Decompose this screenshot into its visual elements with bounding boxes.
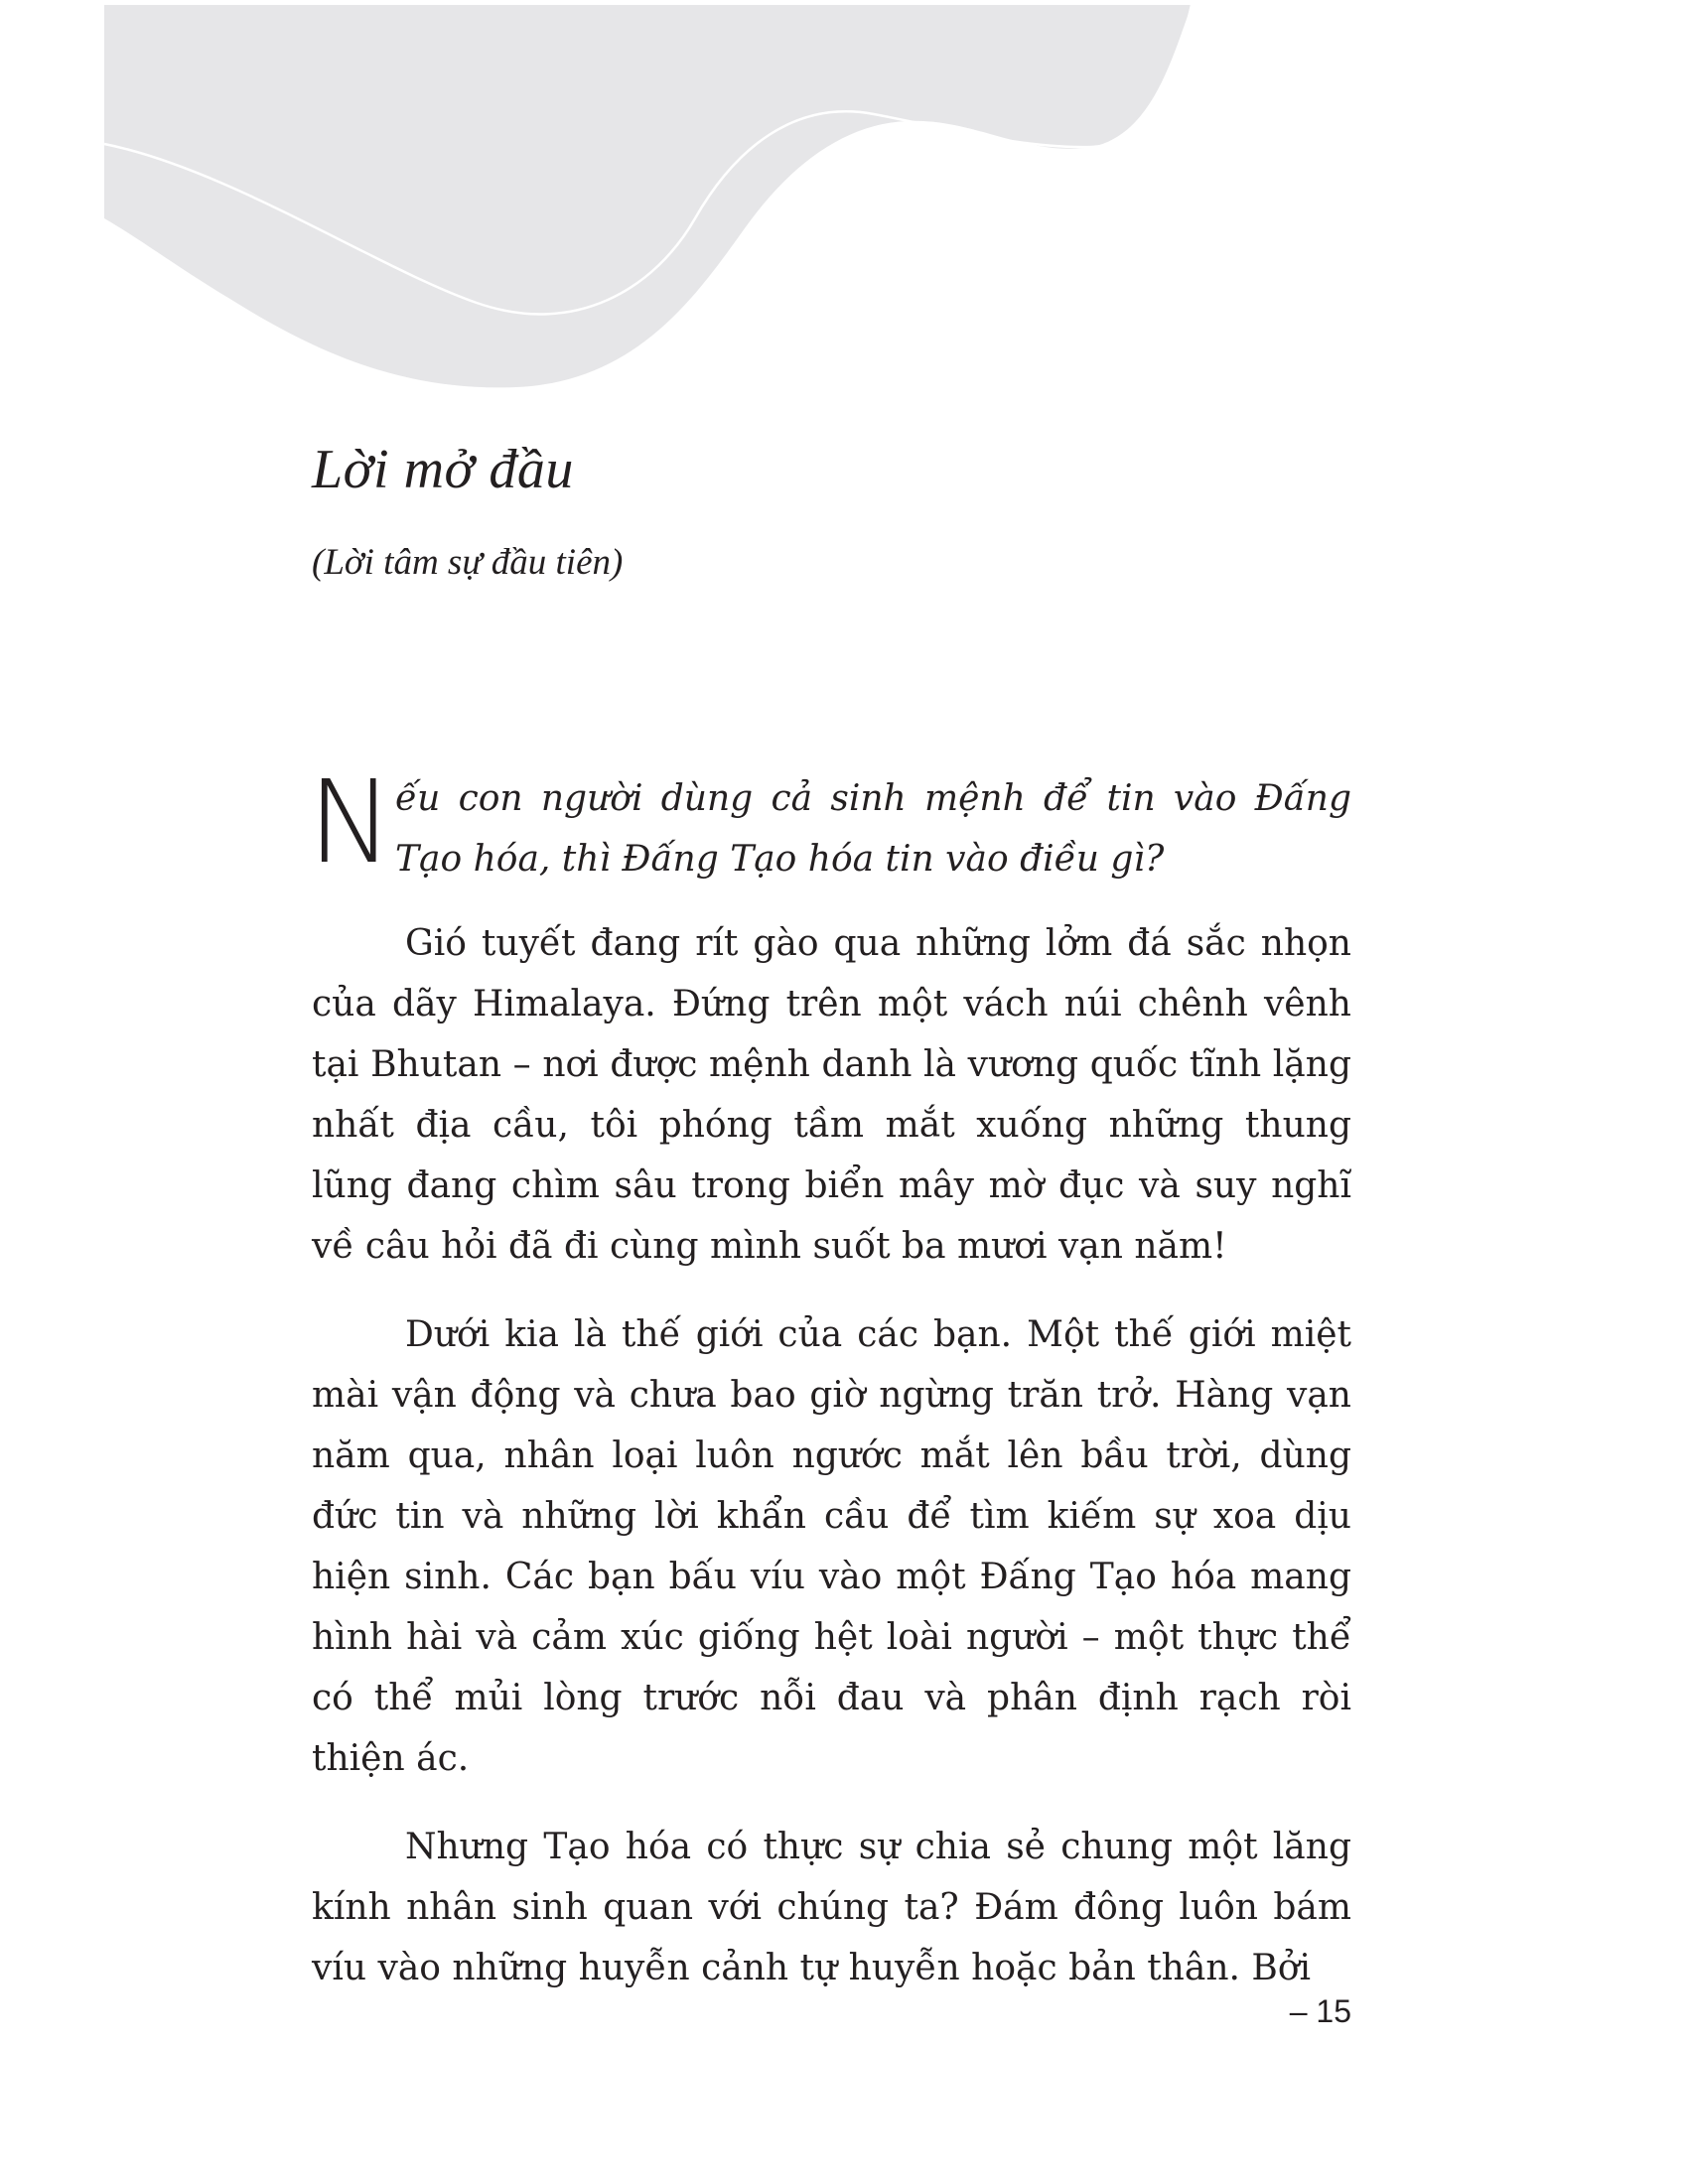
body-paragraph: Dưới kia là thế giới của các bạn. Một thế giới miệt mài vận động và chưa bao giờ ngừng trăn trở. Hàng vạn năm qua, nhân loại luôn ngước mắt lên bầu trời, dùng đức tin và những lời khẩn cầu để tìm kiếm sự xoa dịu hiện sinh. Các bạn bấu víu vào một Đấng Tạo hóa mang hình hài và cảm xúc giống hệt loài người – một thực thể có thể mủi lòng trước nỗi đau và phân định rạch ròi thiện ác. bbox=[312, 1314, 1351, 1779]
body-text bbox=[308, 756, 1351, 2029]
chapter-title: Lời mở đầu bbox=[312, 439, 574, 500]
lead-paragraph bbox=[308, 756, 1351, 889]
decorative-wave-shape bbox=[0, 0, 1688, 417]
page-number: – 15 bbox=[1289, 1993, 1351, 2029]
body-paragraph: Nhưng Tạo hóa có thực sự chia sẻ chung một lăng kính nhân sinh quan với chúng ta? Đám đông luôn bám víu vào những huyễn cảnh tự huyễn hoặc bản thân. Bởi bbox=[312, 1827, 1351, 1988]
drop-cap: N bbox=[308, 756, 394, 889]
wave-fill bbox=[104, 5, 1192, 387]
lead-paragraph-text: ếu con người dùng cả sinh mệnh để tin vào Đấng Tạo hóa, thì Đấng Tạo hóa tin vào điều gì? bbox=[395, 778, 1351, 880]
chapter-subtitle: (Lời tâm sự đầu tiên) bbox=[312, 542, 624, 583]
body-paragraph: Gió tuyết đang rít gào qua những lởm đá sắc nhọn của dãy Himalaya. Đứng trên một vách núi chênh vênh tại Bhutan – nơi được mệnh danh là vương quốc tĩnh lặng nhất địa cầu, tôi phóng tầm mắt xuống những thung lũng đang chìm sâu trong biển mây mờ đục và suy nghĩ về câu hỏi đã đi cùng mình suốt ba mươi vạn năm! bbox=[312, 923, 1351, 1267]
